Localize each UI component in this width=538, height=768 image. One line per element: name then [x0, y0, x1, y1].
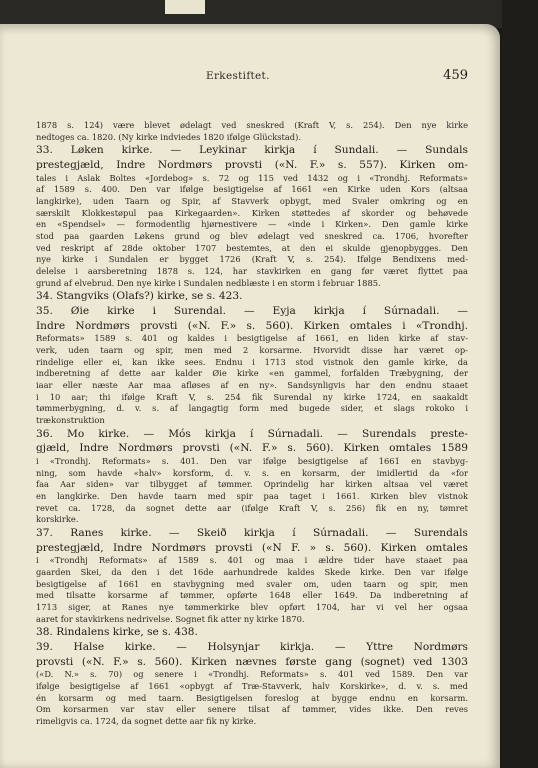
- text-line: korskirke.: [36, 514, 79, 525]
- page-notch: [165, 0, 205, 14]
- text-line: ning, som havde «halv» korsform, d. v. s. en korsarm, der imidlertid da «for: [36, 467, 468, 478]
- running-head: [36, 68, 468, 86]
- text-line: 39. Halse kirke. — Holsynjar kirkja. — Yttre Nordmørs: [36, 640, 468, 653]
- text-line: 34. Stangviks (Olafs?) kirke, se s. 423.: [36, 290, 243, 303]
- text-line: nye kirke i Sundalen er bygget 1726 (Kraft V, s. 254). Ifølge Bendixens med-: [36, 254, 468, 265]
- text-line: Reformats» 1589 s. 401 og kaldes i besigtigelse af 1661, en liden kirke af stav-: [36, 333, 468, 344]
- text-line: ved reskript af 28de oktober 1707 bestemtes, at den ei skulde gjenopbygges. Den: [36, 242, 468, 253]
- book-right-edge: [502, 0, 538, 768]
- text-line: rimeligvis ca. 1724, da sognet dette aar fik ny kirke.: [36, 715, 257, 726]
- text-line: én korsarm og med taarn. Besigtigelsen foreslog at bygge endnu en korsarm.: [36, 692, 468, 703]
- running-title: Erkestiftet.: [206, 70, 270, 82]
- text-line: 33. Løken kirke. — Leykinar kirkja í Sundali. — Sundals: [36, 144, 468, 157]
- text-line: verk, uden taarn og spir, men med 2 korsarme. Hvorvidt disse har været op-: [36, 344, 468, 355]
- text-line: af 1589 s. 400. Den var ifølge besigtigelse af 1661 «en Kirke uden Kors (altsaa: [36, 184, 468, 195]
- text-line: prestegjæld, Indre Nordmørs provsti («N F. » s. 560). Kirken omtales: [36, 541, 468, 554]
- text-line: 36. Mo kirke. — Mós kirkja í Súrnadali. — Surendals preste-: [36, 427, 468, 440]
- text-line: aaret for stavkirkens nedrivelse. Sognet fik atter ny kirke 1870.: [36, 613, 305, 624]
- text-line: 1878 s. 124) være blevet ødelagt ved sneskred (Kraft V, s. 254). Den nye kirke: [36, 120, 468, 130]
- text-line: 38. Rindalens kirke, se s. 438.: [36, 626, 198, 639]
- body-text: [36, 120, 468, 728]
- text-line: iaar eller næste Aar maa afløses af en ny». Sandsynligvis har den endnu staaet: [36, 379, 468, 390]
- text-line: en «Spendsel» — formodentlig hjørnestivere — «inde i Kirken». Den gamle kirke: [36, 219, 468, 230]
- text-line: Indre Nordmørs provsti («N. F.» s. 560). Kirken omtales i «Trondhj.: [36, 319, 468, 332]
- book-page: [0, 24, 500, 768]
- text-line: indberetning af dette aar kalder Øie kirke «en gammel, forfalden Træbygning, der: [36, 368, 468, 379]
- text-line: stod paa gaarden Løkens grund og blev ødelagt ved sneskred ca. 1706, hvorefter: [36, 231, 468, 241]
- text-line: grund af elvebrud. Den nye kirke i Sundalen nedblæste i en storm i februar 1885.: [36, 277, 381, 288]
- text-line: besigtigelse af 1661 en stavbygning med svaler om, uden taarn og spir, men: [36, 578, 468, 589]
- text-line: rindelige eller ei, kan ikke sees. Endnu i 1713 stod vistnok den gamle kirke, da: [36, 356, 468, 367]
- text-line: en langkirke. Den havde taarn med spir paa taget i 1661. Kirken blev vistnok: [36, 490, 468, 501]
- text-line: i 10 aar; thi ifølge Kraft V, s. 254 fik Surendal ny kirke 1724, en saakaldt: [36, 391, 468, 402]
- text-line: delelse i aarsberetning 1878 s. 124, har stavkirken en gang før været flyttet paa: [36, 266, 468, 277]
- text-line: tales i Aslak Boltes «Jordebog» s. 72 og 115 ved 1432 og i «Trondhj. Reformats»: [36, 172, 468, 183]
- text-line: nedtoges ca. 1820. (Ny kirke indviedes 1820 ifølge Glückstad).: [36, 131, 301, 142]
- text-line: 35. Øie kirke i Surendal. — Eyja kirkja í Súrnadali. —: [36, 305, 468, 318]
- text-line: Om korsarmen var stav eller senere tilsat af tømmer, vides ikke. Den reves: [36, 704, 468, 715]
- text-line: langkirke), uden Taarn og Spir, af Stavverk opbygt, med Svaler omkring og en: [36, 195, 468, 206]
- text-line: i «Trondhj Reformats» af 1589 s. 401 og maa i ældre tider have staaet paa: [36, 555, 468, 566]
- text-line: trækonstruktion: [36, 415, 105, 426]
- text-line: prestegjæld, Indre Nordmørs provsti («N. F.» s. 557). Kirken om-: [36, 158, 468, 171]
- text-line: revet ca. 1728, da sognet dette aar (ifølge Kraft V, s. 256) fik en ny, tømret: [36, 502, 468, 513]
- text-line: ifølge besigtigelse af 1661 «opbygt af Træ-Stavverk, halv Korskirke», d. v. s. med: [36, 680, 468, 691]
- text-line: («D. N.» s. 70) og senere i «Trondhj. Reformats» s. 401 ved 1589. Den var: [36, 669, 468, 680]
- text-line: provsti («N. F.» s. 560). Kirken nævnes første gang (sognet) ved 1303: [36, 655, 468, 668]
- page-number: 459: [443, 68, 468, 83]
- text-line: gaarden Skei, da den i det 16de aarhundrede kaldes Skede kirke. Den var ifølge: [36, 566, 468, 577]
- text-line: gjæld, Indre Nordmørs provsti («N. F.» s. 560). Kirken omtales 1589: [36, 442, 468, 455]
- text-line: 37. Ranes kirke. — Skeið kirkja í Súrnadali. — Surendals: [36, 527, 468, 540]
- text-line: faa Aar siden» var tilbygget af tømmer. Oprindelig har kirken altsaa vel været: [36, 479, 468, 490]
- text-line: 1713 siger, at Ranes nye tømmerkirke blev opført 1704, har vi vel her ogsaa: [36, 601, 468, 612]
- text-line: særskilt Klokkestøpul paa Kirkegaarden». Kirken støttedes af skorder og behøvede: [36, 207, 468, 218]
- text-line: tømmerbygning, d. v. s. af langagtig form med bugede sider, et slags rokoko i: [36, 403, 468, 414]
- text-line: med tilsatte korsarme af tømmer, opførte 1648 eller 1649. Da indberetning af: [36, 590, 468, 601]
- text-line: i «Trondhj. Reformats» s. 401. Den var ifølge besigtigelse af 1661 en stavbyg-: [36, 455, 468, 466]
